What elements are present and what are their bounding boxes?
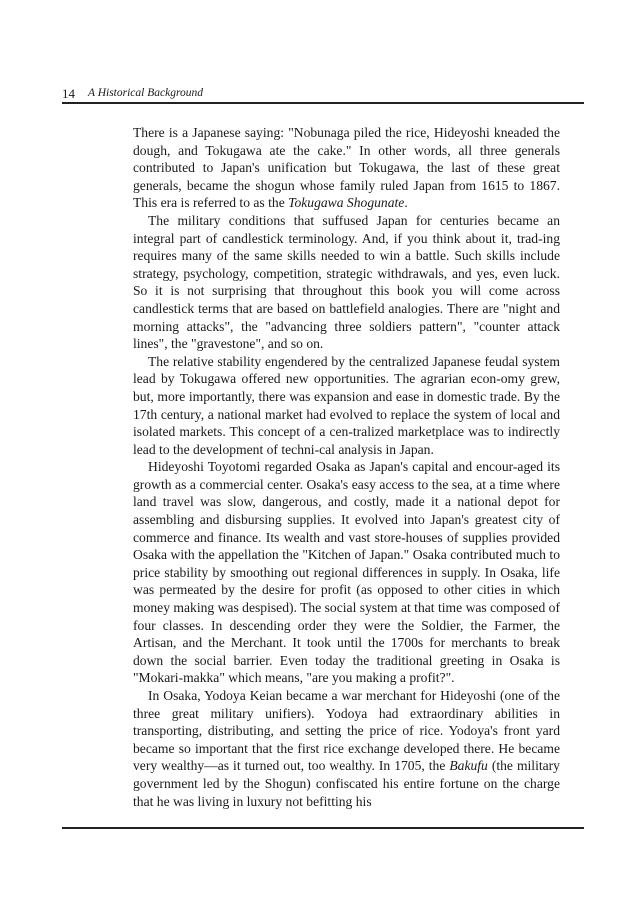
italic-term-bakufu: Bakufu (449, 758, 488, 774)
italic-term-tokugawa-shogunate: Tokugawa Shogunate (288, 195, 405, 211)
paragraph-2: The military conditions that suffused Japan for centuries became an integral part of candlestick terminology. And, if you think about it, trad-ing requires many of the same skills needed to win a battle. Such skills include strategy, psychology, competition, strategic withdrawals, and yes, even luck. So it is not surprising that throughout this book you will come across candlestick terms that are based on battlefield analogies. There are "night and morning attacks", the "advancing three soldiers pattern", "counter attack lines", the "gravestone", and so on. (133, 212, 560, 352)
page-number: 14 (62, 86, 75, 101)
paragraph-1: There is a Japanese saying: "Nobunaga piled the rice, Hideyoshi kneaded the dough, and Tokugawa ate the cake." In other words, all three generals contributed to Japan's unification but Tokugawa, the last of these great generals, became the shogun whose family ruled Japan from 1615 to 1867. This era is referred to as the Tokugawa Shogunate. (133, 125, 560, 211)
paragraph-5: In Osaka, Yodoya Keian became a war merchant for Hideyoshi (one of the three great military unifiers). Yodoya had extraordinary abilities in transporting, distributing, and setting the price of rice. Yodoya's front yard became so important that the first rice exchange developed there. He became very wealthy—as it turned out, too wealthy. In 1705, the Bakufu (the military government led by the Shogun) confiscated his entire fortune on the charge that he was living in luxury not befitting his (133, 688, 560, 809)
header-rule (62, 102, 584, 104)
paragraph-4: Hideyoshi Toyotomi regarded Osaka as Japan's capital and encour-aged its growth as a commercial center. Osaka's easy access to the sea, at a time where land travel was slow, dangerous, and costly, made it a national depot for assembling and disbursing supplies. It evolved into Japan's greatest city of commerce and finance. Its wealth and vast store-houses of supplies provided Osaka with the appellation the "Kitchen of Japan." Osaka contributed much to price stability by smoothing out regional differences in supply. In Osaka, life was permeated by the desire for profit (as opposed to other cities in which money making was despised). The social system at that time was composed of four classes. In descending order they were the Soldier, the Farmer, the Artisan, and the Merchant. It took until the 1700s for merchants to break down the social barrier. Even today the traditional greeting in Osaka is "Mokari-makka" which means, "are you making a profit?". (133, 459, 560, 686)
body-text (133, 124, 560, 810)
footer-rule (62, 827, 584, 829)
paragraph-3: The relative stability engendered by the centralized Japanese feudal system lead by Tokugawa offered new opportunities. The agrarian econ-omy grew, but, more importantly, there was expansion and ease in domestic trade. By the 17th century, a national market had evolved to replace the system of local and isolated markets. This concept of a cen-tralized marketplace was to indirectly lead to the development of techni-cal analysis in Japan. (133, 353, 560, 457)
running-head: A Historical Background (88, 87, 203, 99)
